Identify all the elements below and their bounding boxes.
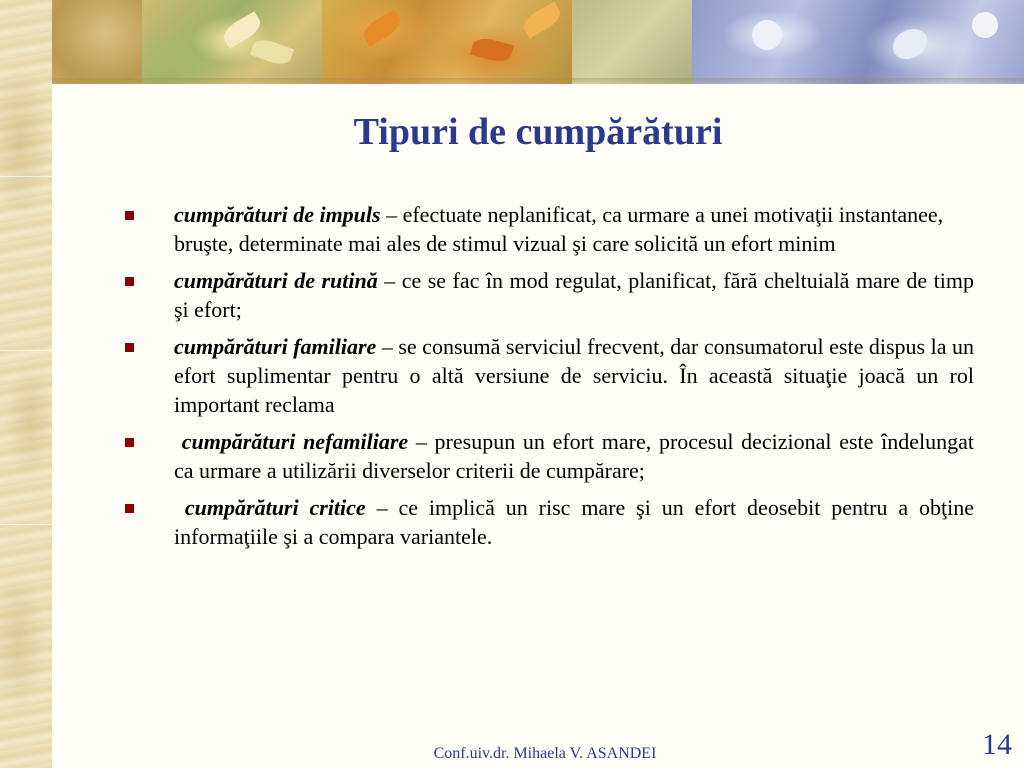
bullet-list — [118, 200, 974, 559]
item-term: cumpărături de rutină — [174, 268, 378, 293]
banner-tile-blue-flowers — [692, 0, 1024, 84]
banner-tile-autumn — [322, 0, 572, 84]
banner-tile-sand — [52, 0, 142, 84]
banner-tile-olive — [572, 0, 692, 84]
item-text: – presupun un efort mare, procesul decizional este îndelungat ca urmare a utilizării diverselor criterii de cumpărare; — [174, 429, 974, 483]
footer-author: Conf.uiv.dr. Mihaela V. ASANDEI — [433, 745, 657, 762]
list-item — [118, 200, 974, 258]
item-text: – ce implică un risc mare şi un efort deosebit pentru a obţine informaţiile şi a compara variantele. — [174, 495, 975, 549]
left-decorative-strip — [0, 0, 52, 768]
square-bullet-icon — [125, 277, 134, 286]
banner-shadow — [52, 78, 1024, 84]
slide-title: Tipuri de cumpărături — [353, 111, 723, 153]
list-item — [118, 266, 974, 324]
list-item — [118, 493, 974, 551]
item-term: cumpărături familiare — [174, 334, 377, 359]
item-text: – ce se fac în mod regulat, planificat, fără cheltuială mare de timp şi efort; — [174, 268, 975, 322]
page-number: 14 — [982, 728, 1012, 761]
item-term: cumpărături de impuls — [174, 202, 381, 227]
square-bullet-icon — [125, 504, 134, 513]
item-text: – efectuate neplanificat, ca urmare a unei motivaţii instantanee, bruşte, determinate mai ales de stimul vizual şi care solicită un efort minim — [174, 202, 944, 256]
item-term: cumpărături critice — [184, 495, 366, 520]
list-item — [118, 332, 974, 419]
list-item — [118, 427, 974, 485]
square-bullet-icon — [125, 211, 134, 220]
top-decorative-banner — [52, 0, 1024, 84]
square-bullet-icon — [125, 343, 134, 352]
banner-tile-leaves — [142, 0, 322, 84]
item-text: – se consumă serviciul frecvent, dar consumatorul este dispus la un efort suplimentar pentru o altă versiune de serviciu. În această situaţie joacă un rol important reclama — [174, 334, 974, 417]
square-bullet-icon — [125, 438, 134, 447]
item-term: cumpărături nefamiliare — [181, 429, 409, 454]
